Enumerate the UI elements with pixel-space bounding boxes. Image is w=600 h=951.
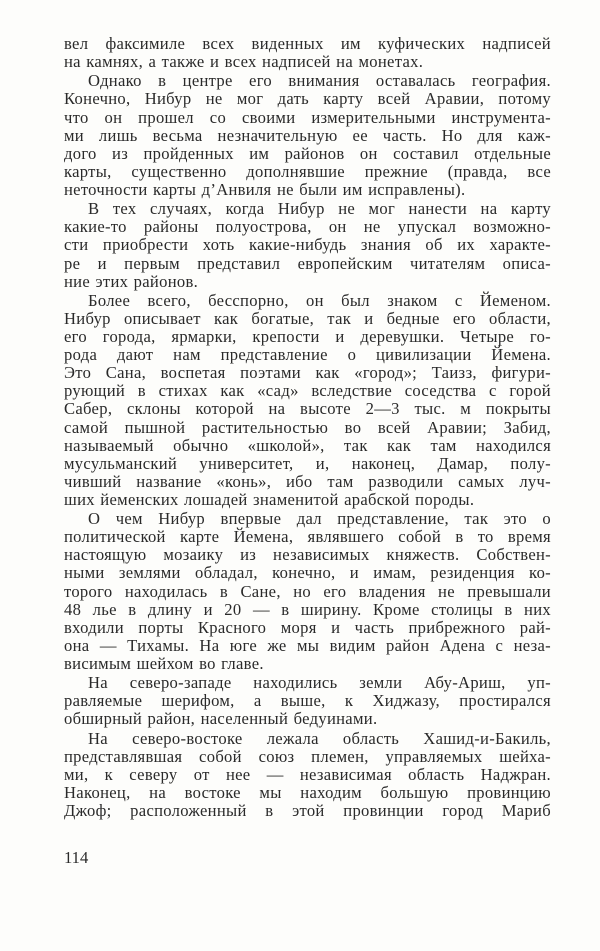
- text-line: входили порты Красного моря и часть прибрежного рай-: [64, 617, 551, 637]
- text-line: ми, к северу от нее — независимая область Наджран.: [64, 764, 551, 784]
- text-line: его города, ярмарки, крепости и деревушки. Четыре го-: [64, 327, 551, 347]
- text-line: карты, существенно дополнявшие прежние (правда, все: [64, 161, 551, 181]
- text-line: называемый обычно «школой», так как там находился: [64, 435, 551, 455]
- text-line: политической карте Йемена, являвшего собой в то время: [64, 527, 551, 547]
- text-line: ными землями обладал, конечно, и имам, резиденция ко-: [64, 563, 551, 583]
- page-number: 114: [64, 848, 89, 867]
- text-line: Джоф; расположенный в этой провинции город Мариб: [64, 801, 551, 821]
- text-line: 48 лье в длину и 20 — в ширину. Кроме столицы в них: [64, 599, 551, 619]
- text-line: дого из пройденных им районов он составил отдельные: [64, 143, 551, 163]
- text-line: На северо-востоке лежала область Хашид-и-Бакиль,: [88, 728, 551, 748]
- paragraph: [64, 72, 551, 199]
- text-line: Конечно, Нибур не мог дать карту всей Аравии, потому: [64, 89, 551, 109]
- text-line: ших йеменских лошадей знаменитой арабской породы.: [64, 489, 475, 509]
- paragraph: [64, 200, 551, 290]
- text-line: настоящую мозаику из независимых княжеств. Собствен-: [64, 545, 551, 565]
- text-line: О чем Нибур впервые дал представление, так это о: [88, 509, 551, 529]
- text-line: Наконец, на востоке мы находим большую провинцию: [64, 782, 551, 802]
- text-line: на камнях, а также и всех надписей на монетах.: [64, 52, 424, 72]
- text-line: неточности карты д’Анвиля не были им исправлены).: [64, 179, 466, 199]
- text-line: ре и первым представил европейским читателям описа-: [64, 253, 551, 273]
- text-line: Однако в центре его внимания оставалась география.: [88, 71, 551, 91]
- paragraph: [64, 35, 551, 71]
- text-line: Более всего, бесспорно, он был знаком с Йеменом.: [88, 290, 551, 310]
- text-line: висимым шейхом во главе.: [64, 653, 264, 673]
- page-body-text: [64, 35, 551, 821]
- text-line: В тех случаях, когда Нибур не мог нанести на карту: [88, 199, 551, 219]
- text-line: обширный район, населенный бедуинами.: [64, 709, 378, 729]
- text-line: На северо-западе находились земли Абу-Ариш, уп-: [88, 673, 551, 693]
- text-line: мусульманский университет, и, наконец, Дамар, полу-: [64, 453, 551, 473]
- paragraph: [64, 292, 551, 509]
- text-line: ми лишь весьма незначительную ее часть. Но для каж-: [64, 125, 551, 145]
- paragraph: [64, 730, 551, 820]
- text-line: Сабер, склоны которой на высоте 2—3 тыс. м покрыты: [64, 399, 551, 419]
- text-line: чивший название «конь», ибо там разводили самых луч-: [64, 471, 551, 491]
- text-line: торого находилась в Сане, но его владения не превышали: [64, 581, 551, 601]
- text-line: рующий в стихах как «сад» вследствие соседства с горой: [64, 381, 551, 401]
- paragraph: [64, 674, 551, 728]
- text-line: что он прошел со своими измерительными инструмента-: [64, 107, 551, 127]
- text-line: рода дают нам представление о цивилизации Йемена.: [64, 345, 551, 365]
- text-line: она — Тихамы. На юге же мы видим район Адена с неза-: [64, 635, 551, 655]
- paragraph: [64, 510, 551, 673]
- text-line: равляемые шерифом, а выше, к Хиджазу, простирался: [64, 691, 551, 711]
- text-line: сти приобрести хоть какие-нибудь знания об их характе-: [64, 235, 551, 255]
- text-line: какие-то районы полуострова, он не упускал возможно-: [64, 217, 551, 237]
- text-line: ние этих районов.: [64, 271, 199, 291]
- text-line: самой пышной растительностью во всей Аравии; Забид,: [64, 417, 551, 437]
- text-line: Это Сана, воспетая поэтами как «город»; Таизз, фигури-: [64, 363, 551, 383]
- text-line: вел факсимиле всех виденных им куфических надписей: [64, 34, 551, 53]
- text-line: представлявшая собой союз племен, управляемых шейха-: [64, 746, 551, 766]
- text-line: Нибур описывает как богатые, так и бедные его области,: [64, 308, 551, 328]
